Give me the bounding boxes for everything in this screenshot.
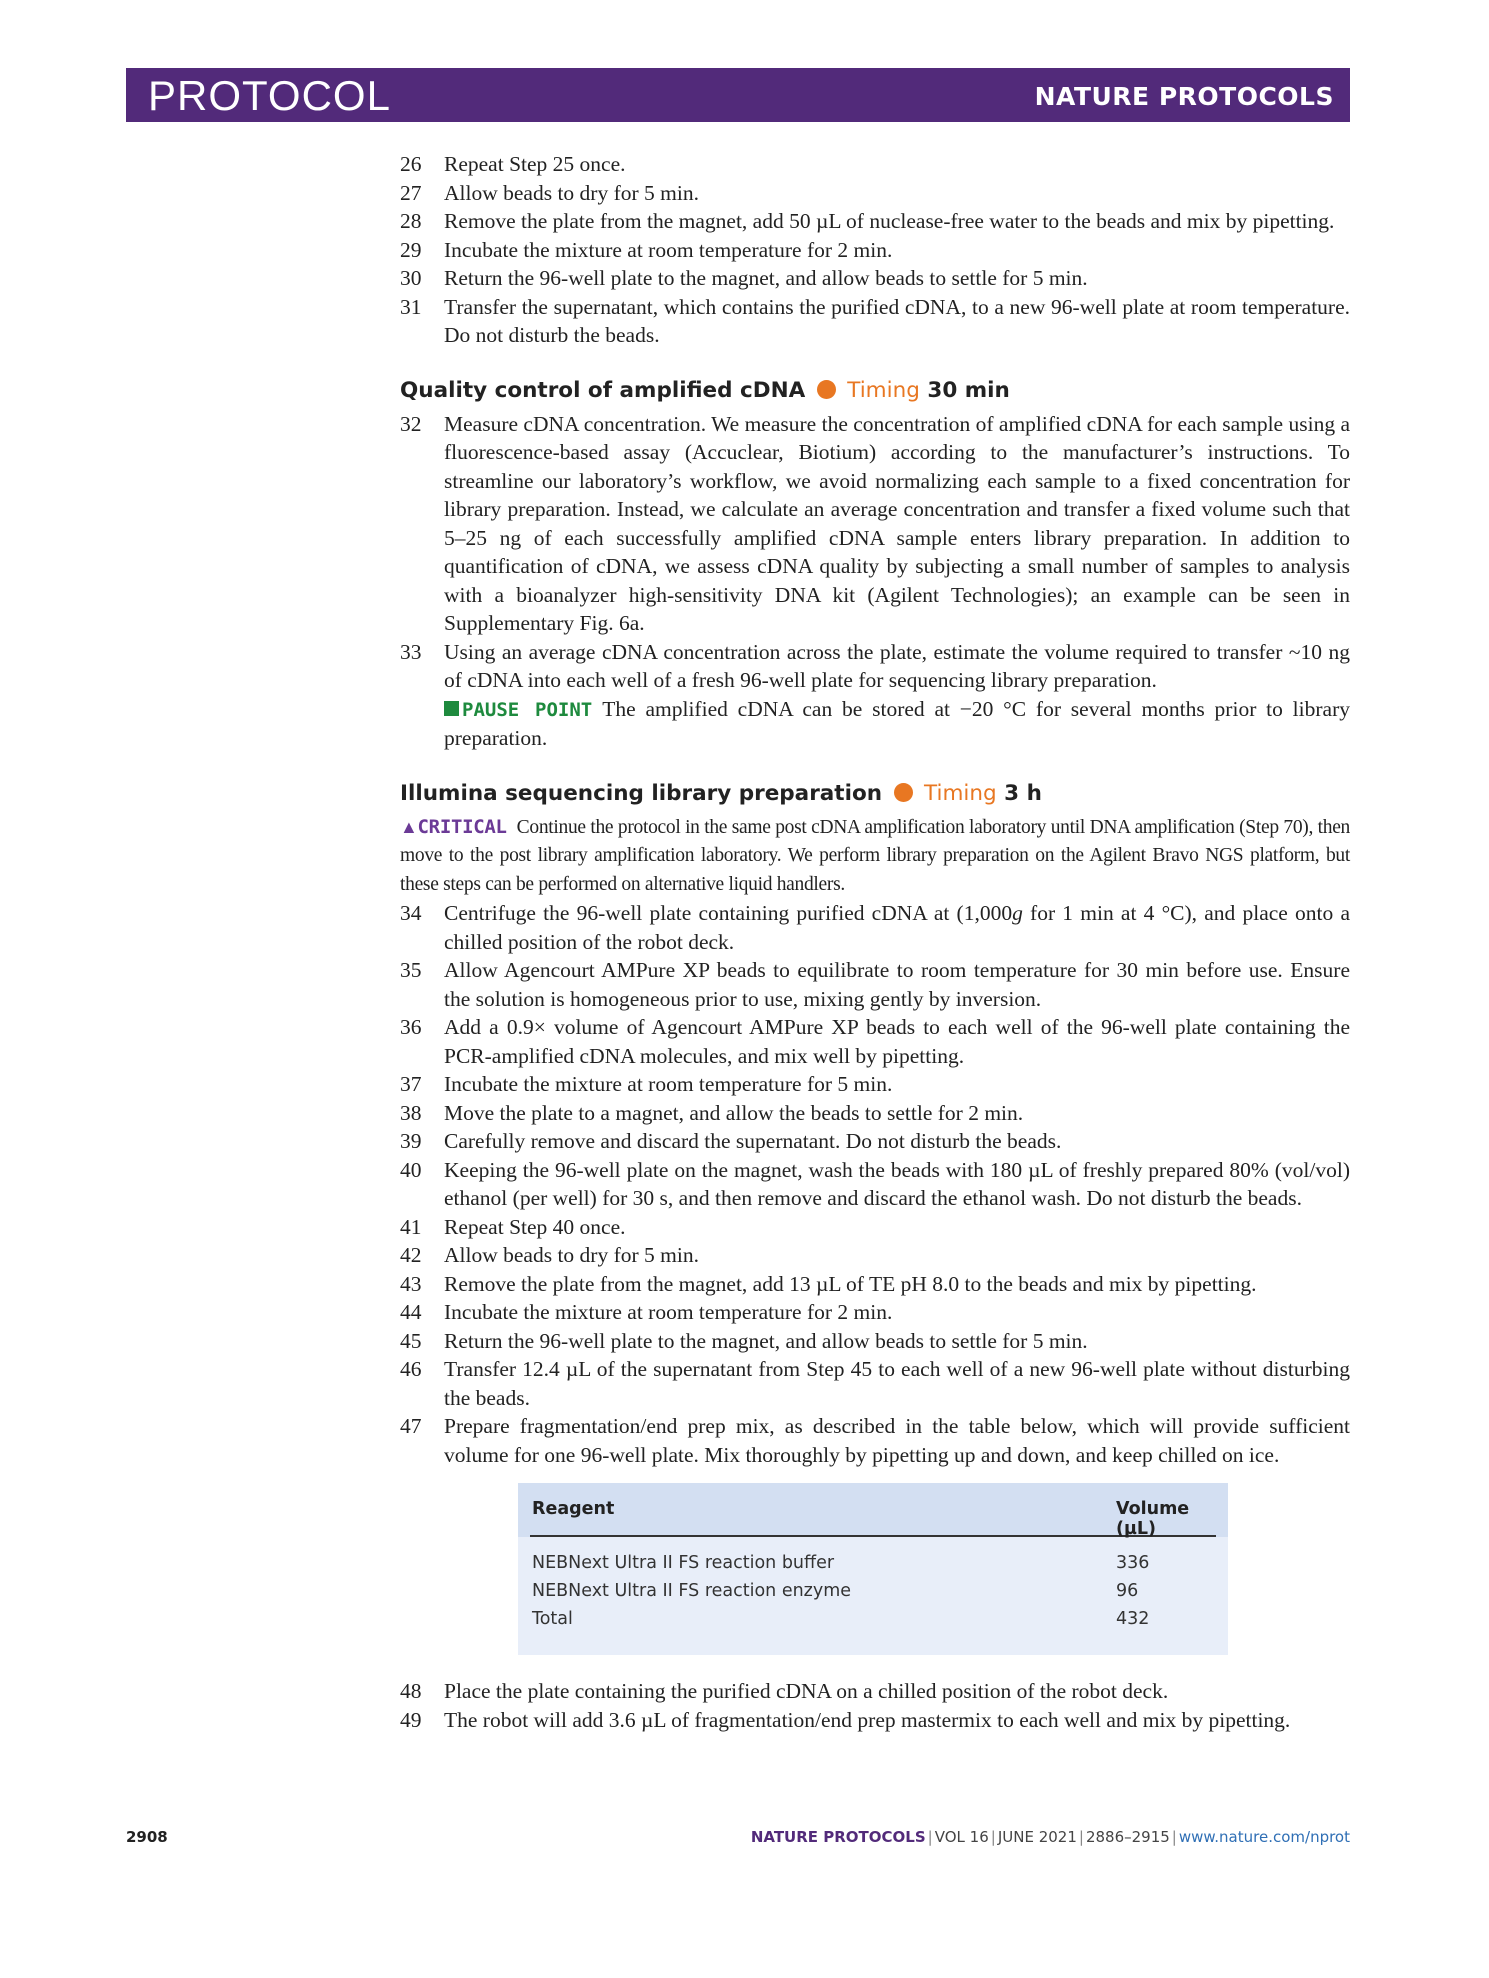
steps-list-c xyxy=(400,899,1350,1469)
step-item: 43 Remove the plate from the magnet, add 13 µL of TE pH 8.0 to the beads and mix by pipetting. xyxy=(400,1271,1257,1296)
step-item: 39 Carefully remove and discard the supernatant. Do not disturb the beads. xyxy=(400,1129,1062,1153)
main-content xyxy=(400,150,1350,1734)
pause-point-label: PAUSE POINT xyxy=(462,698,593,721)
step-item: 35 Allow Agencourt AMPure XP beads to equilibrate to room temperature for 30 min before use. Ensure the solution is homogeneous prior to use, mixing gently by inversion. xyxy=(400,958,1350,1011)
pause-point-text: The amplified cDNA can be stored at −20 °C for several months prior to library preparation. xyxy=(444,696,1350,750)
section-type-label: PROTOCOL xyxy=(148,72,391,119)
step-item: 27 Allow beads to dry for 5 min. xyxy=(400,180,699,205)
timing-value: 3 h xyxy=(1004,780,1042,806)
step-item: 41 Repeat Step 40 once. xyxy=(400,1214,626,1239)
timing-dot-icon xyxy=(894,783,913,802)
critical-label: CRITICAL xyxy=(417,815,507,838)
step-item: 46 Transfer 12.4 µL of the supernatant from Step 45 to each well of a new 96-well plate without disturbing the beads. xyxy=(400,1357,1350,1410)
journal-url-link[interactable]: www.nature.com/nprot xyxy=(1178,1828,1350,1846)
step-item: 32 Measure cDNA concentration. We measure the concentration of amplified cDNA for each sample using a fluorescence-based assay (Accuclear, Biotium) according to the manufacturer’s instructions. To streamline our laboratory’s workflow, we avoid normalizing each sample to a fixed concentration for library preparation. Instead, we calculate an average concentration and transfer a fixed volume such that 5–25 ng of each successfully amplified cDNA sample enters library preparation. In addition to quantification of cDNA, we assess cDNA quality by subjecting a small number of samples to analysis with a bioanalyzer high-sensitivity DNA kit (Agilent Technologies); an example can be seen in Supplementary Fig. 6a. xyxy=(400,411,1350,635)
table-header xyxy=(530,1483,1216,1537)
section-heading-library: Illumina sequencing library preparation Timing 3 h xyxy=(400,780,1042,806)
step-item: 36 Add a 0.9× volume of Agencourt AMPure XP beads to each well of the 96-well plate containing the PCR-amplified cDNA molecules, and mix well by pipetting. xyxy=(400,1015,1350,1068)
reagent-table xyxy=(518,1483,1228,1655)
step-item: 38 Move the plate to a magnet, and allow the beads to settle for 2 min. xyxy=(400,1100,1024,1125)
critical-triangle-icon: ▲ xyxy=(400,816,418,837)
step-item: 47 Prepare fragmentation/end prep mix, as described in the table below, which will provide sufficient volume for one 96-well plate. Mix thoroughly by pipetting up and down, and keep chilled on ice. xyxy=(400,1414,1350,1467)
step-item: 30 Return the 96-well plate to the magnet, and allow beads to settle for 5 min. xyxy=(400,266,1088,290)
timing-label: Timing xyxy=(847,377,920,403)
table-row: NEBNext Ultra II FS reaction enzyme 96 xyxy=(532,1581,1139,1601)
citation: NATURE PROTOCOLS | VOL 16 | JUNE 2021 | 2886–2915 | www.nature.com/nprot xyxy=(750,1828,1350,1846)
table-header-volume: Volume (µL) xyxy=(1116,1499,1190,1539)
step-item: 49 The robot will add 3.6 µL of fragmentation/end prep mastermix to each well and mix by pipetting. xyxy=(400,1707,1291,1732)
step-item: 29 Incubate the mixture at room temperature for 2 min. xyxy=(400,237,893,262)
table-row: Total 432 xyxy=(532,1609,1150,1629)
table-header-reagent: Reagent xyxy=(532,1499,615,1519)
step-item: 26 Repeat Step 25 once. xyxy=(400,152,626,176)
page-number: 2908 xyxy=(126,1828,168,1846)
step-item: 34 Centrifuge the 96-well plate containing purified cDNA at (1,000g for 1 min at 4 °C), and place onto a chilled position of the robot deck. xyxy=(400,901,1350,954)
pause-point-icon xyxy=(444,701,459,716)
table-row: NEBNext Ultra II FS reaction buffer 336 xyxy=(532,1553,1150,1573)
step-item: 48 Place the plate containing the purified cDNA on a chilled position of the robot deck. xyxy=(400,1679,1169,1703)
timing-value: 30 min xyxy=(927,377,1010,403)
timing-label: Timing xyxy=(924,780,997,806)
step-item: 44 Incubate the mixture at room temperature for 2 min. xyxy=(400,1300,893,1324)
step-item: 33 Using an average cDNA concentration across the plate, estimate the volume required to transfer ~10 ng of cDNA into each well of a fresh 96-well plate for sequencing library preparation. PAUSE POINT The amplified cDNA can be stored at −20 °C for several months prior to library preparation. xyxy=(400,639,1350,750)
step-item: 31 Transfer the supernatant, which contains the purified cDNA, to a new 96-well plate at room temperature. Do not disturb the beads. xyxy=(400,294,1350,347)
steps-list-d xyxy=(400,1677,1350,1734)
journal-name: NATURE PROTOCOLS xyxy=(1034,82,1334,111)
step-item: 45 Return the 96-well plate to the magnet, and allow beads to settle for 5 min. xyxy=(400,1328,1088,1353)
step-item: 28 Remove the plate from the magnet, add 50 µL of nuclease-free water to the beads and mix by pipetting. xyxy=(400,209,1335,233)
step-item: 40 Keeping the 96-well plate on the magnet, wash the beads with 180 µL of freshly prepared 80% (vol/vol) ethanol (per well) for 30 s, and then remove and discard the ethanol wash. Do not disturb the beads. xyxy=(400,1157,1350,1210)
critical-note: ▲CRITICAL Continue the protocol in the same post cDNA amplification laboratory until DNA amplification (Step 70), then move to the post library amplification laboratory. We perform library preparation on the Agilent Bravo NGS platform, but these steps can be performed on alternative liquid handlers. xyxy=(400,815,1351,895)
steps-list-a xyxy=(400,150,1350,350)
section-heading-qc: Quality control of amplified cDNA Timing 30 min xyxy=(400,377,1010,403)
steps-list-b xyxy=(400,410,1350,753)
header-banner xyxy=(126,68,1350,122)
step-item: 42 Allow beads to dry for 5 min. xyxy=(400,1243,699,1267)
timing-dot-icon xyxy=(817,380,836,399)
step-item: 37 Incubate the mixture at room temperature for 5 min. xyxy=(400,1072,893,1096)
